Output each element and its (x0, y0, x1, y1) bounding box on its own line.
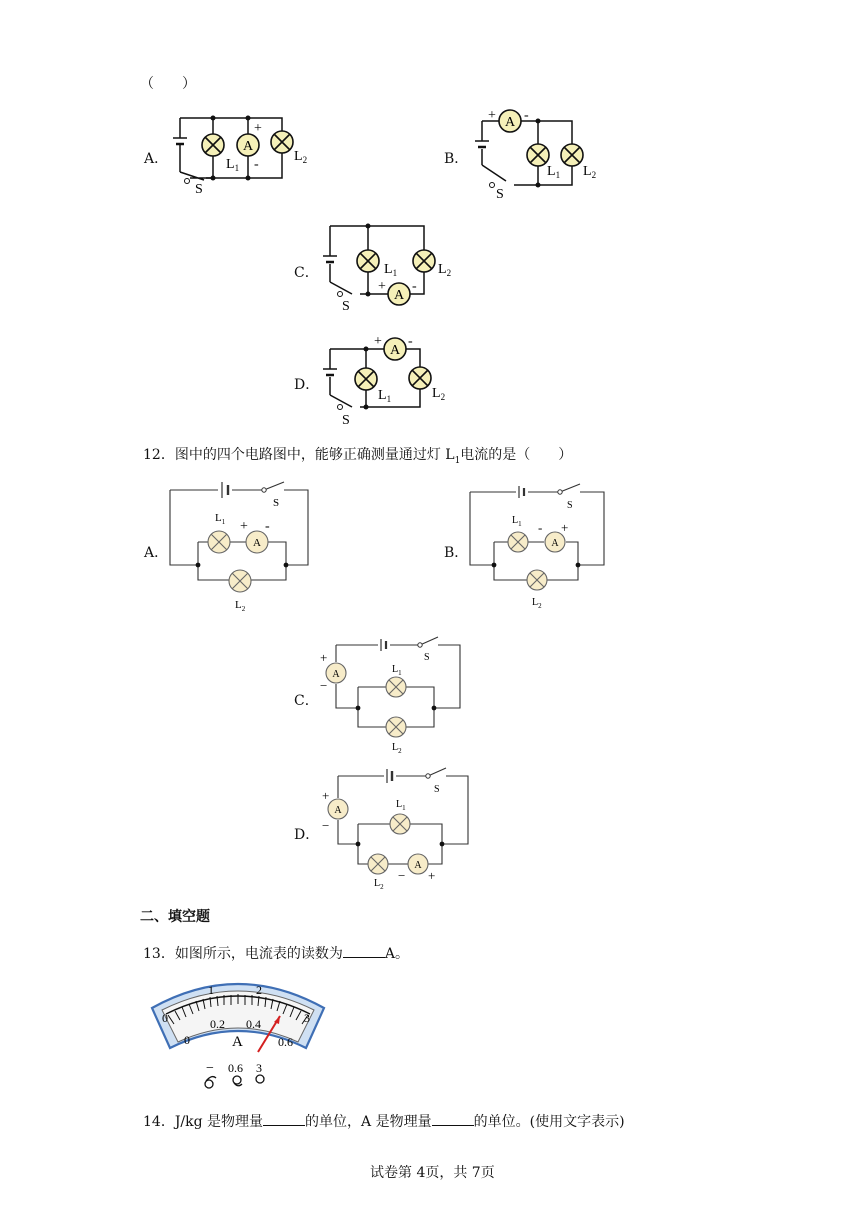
svg-text:S: S (434, 784, 440, 795)
q12-circuit-c (316, 630, 466, 755)
svg-text:S: S (342, 299, 350, 314)
svg-text:+: + (322, 788, 330, 803)
svg-text:L2: $L_2$ (432, 386, 446, 402)
q12-option-b-label: B． (444, 545, 469, 561)
svg-text:L2: $L_2$ (374, 878, 384, 891)
svg-text:-: - (254, 157, 259, 172)
lower-scale-3: 0.6 (278, 1035, 293, 1049)
q14-text-2: 的单位，A 是物理量 (305, 1114, 432, 1130)
ammeter (384, 338, 406, 360)
lower-scale-1: 0.2 (210, 1017, 225, 1031)
svg-text:A: A (242, 139, 254, 154)
svg-text:A: A (332, 669, 340, 680)
q11-circuit-d (318, 333, 468, 428)
svg-text:+: + (374, 334, 382, 349)
q12-option-a-label: A． (144, 545, 169, 561)
svg-text:+: + (561, 520, 569, 535)
svg-text:A: A (389, 343, 401, 358)
q13-answer-blank[interactable] (343, 945, 385, 958)
svg-text:+: + (378, 279, 386, 294)
svg-text:-: - (408, 334, 413, 349)
q11-option-b-label: B． (444, 151, 469, 167)
svg-text:S: S (342, 413, 350, 428)
ammeter (388, 283, 410, 305)
terminal-3: 3 (256, 1061, 262, 1075)
svg-text:L2: $L_2$ (438, 262, 452, 278)
q13-text-pre: 13．如图所示，电流表的读数为 (143, 946, 343, 962)
lamp-l1 (527, 144, 549, 166)
svg-text:L2: $L_2$ (392, 742, 402, 755)
q11-circuit-b (470, 105, 610, 200)
svg-text:L1: $L_1$ (384, 262, 398, 278)
svg-text:L2: $L_2$ (583, 164, 597, 180)
q11-option-d-label: D． (294, 377, 320, 393)
q11-option-a-label: A． (144, 151, 169, 167)
lamp-l2 (413, 250, 435, 272)
ammeter (237, 134, 259, 156)
upper-scale-3: 3 (304, 1011, 310, 1025)
svg-text:A: A (504, 115, 516, 130)
svg-text:A: A (551, 538, 559, 549)
lamp-l2 (561, 144, 583, 166)
svg-text:L1: $L_1$ (378, 388, 392, 404)
q12-text-sub: 1 (454, 455, 461, 466)
svg-text:L2: $L_2$ (235, 599, 246, 613)
meter-unit: A (232, 1034, 243, 1050)
svg-text:S: S (195, 182, 203, 197)
svg-text:+: + (320, 650, 328, 665)
q12-circuit-d (316, 762, 476, 892)
q11-answer-paren: （ ） (140, 76, 196, 92)
q12-option-c-label: C． (294, 693, 319, 709)
svg-text:S: S (567, 500, 573, 511)
q12-circuit-b (466, 478, 616, 613)
svg-text:L2: $L_2$ (294, 149, 308, 165)
q14-blank-1[interactable] (263, 1113, 305, 1126)
lamp-l1 (357, 250, 379, 272)
svg-text:−: − (320, 678, 328, 693)
svg-text:−: − (322, 818, 330, 833)
q12-question (143, 444, 572, 466)
q12-circuit-a (166, 478, 316, 613)
q11-circuit-a (170, 110, 320, 200)
lamp-l1 (202, 134, 224, 156)
lamp-l2 (271, 131, 293, 153)
upper-scale-2: 2 (256, 983, 262, 997)
page-footer: 试卷第 4页，共 7页 (370, 1165, 495, 1181)
svg-text:+: + (240, 519, 248, 534)
q13-question (143, 943, 409, 963)
svg-text:+: + (428, 868, 436, 883)
svg-text:+: + (488, 108, 496, 123)
svg-text:+: + (254, 121, 262, 136)
svg-text:-: - (412, 279, 417, 294)
svg-text:A: A (393, 288, 405, 303)
svg-text:L1: $L_1$ (547, 164, 561, 180)
q12-option-d-label: D． (294, 827, 320, 843)
svg-text:L1: $L_1$ (392, 664, 402, 677)
terminal-06: 0.6 (228, 1061, 243, 1075)
svg-text:S: S (273, 497, 280, 509)
lamp-l1 (355, 368, 377, 390)
svg-text:-: - (524, 108, 529, 123)
q11-option-c-label: C． (294, 265, 319, 281)
q14-text-3: 的单位。(使用文字表示) (473, 1114, 625, 1130)
svg-text:-: - (538, 520, 543, 535)
upper-scale-1: 1 (208, 983, 214, 997)
q13-text-post: A。 (384, 946, 409, 962)
q11-circuit-c (318, 220, 468, 315)
svg-text:L1: $L_1$ (512, 515, 522, 528)
q14-question (143, 1111, 625, 1131)
lower-scale-0: 0 (184, 1033, 190, 1047)
svg-text:A: A (334, 805, 342, 816)
q12-text-pre: 12．图中的四个电路图中，能够正确测量通过灯 L (143, 447, 455, 463)
ammeter (499, 110, 521, 132)
svg-text:−: − (398, 868, 406, 883)
section-heading: 二、填空题 (140, 909, 210, 925)
ammeter-dial (146, 970, 331, 1095)
svg-text:A: A (253, 537, 261, 549)
svg-text:S: S (424, 652, 430, 663)
svg-text:-: - (265, 519, 270, 534)
terminal-minus: − (206, 1061, 214, 1076)
q12-text-post: 电流的是（ ） (460, 447, 573, 463)
upper-scale-0: 0 (162, 1011, 168, 1025)
svg-text:S: S (496, 187, 504, 202)
q14-text-1: 14．J/kg 是物理量 (143, 1114, 264, 1130)
svg-text:L2: $L_2$ (532, 597, 542, 610)
q14-blank-2[interactable] (432, 1113, 474, 1126)
svg-text:L1: $L_1$ (226, 157, 240, 173)
lamp-l2 (409, 367, 431, 389)
svg-text:L1: $L_1$ (215, 512, 226, 526)
lower-scale-2: 0.4 (246, 1017, 261, 1031)
svg-text:A: A (414, 860, 422, 871)
svg-text:L1: $L_1$ (396, 799, 406, 812)
